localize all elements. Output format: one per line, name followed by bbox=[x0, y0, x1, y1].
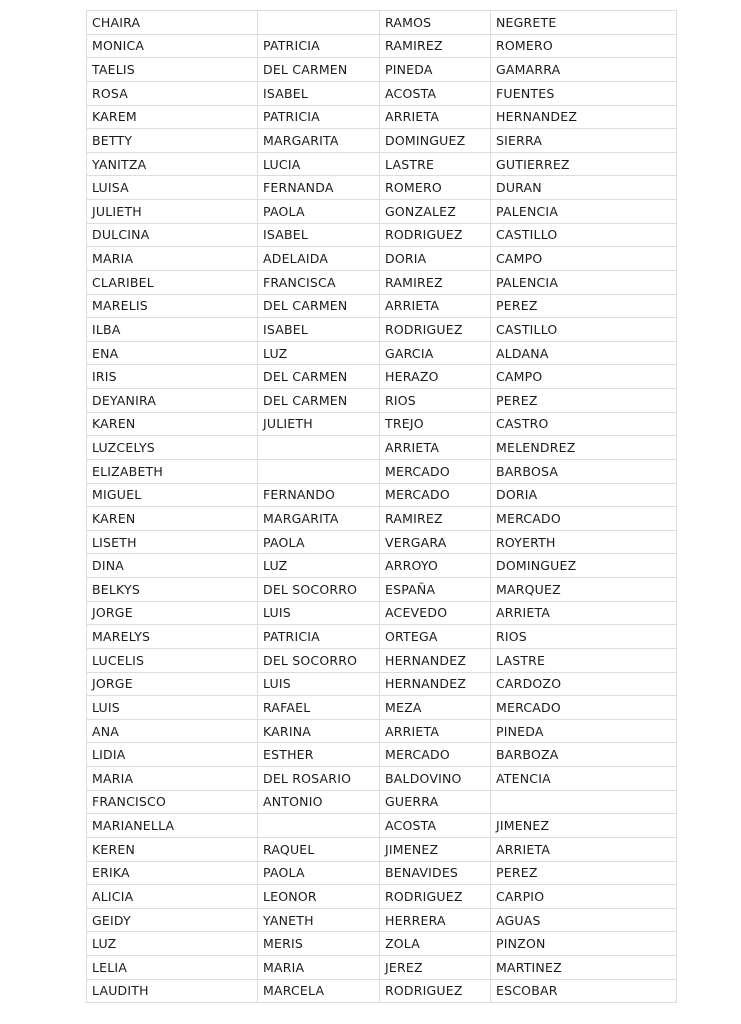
second-surname-cell: MARTINEZ bbox=[491, 956, 677, 980]
first-name-cell: ANA bbox=[87, 719, 258, 743]
middle-name-cell: DEL CARMEN bbox=[258, 58, 380, 82]
second-surname-cell: PINZON bbox=[491, 932, 677, 956]
first-surname-cell: MERCADO bbox=[380, 743, 491, 767]
first-surname-cell: BALDOVINO bbox=[380, 767, 491, 791]
second-surname-cell: DURAN bbox=[491, 176, 677, 200]
middle-name-cell: ESTHER bbox=[258, 743, 380, 767]
first-surname-cell: RAMIREZ bbox=[380, 507, 491, 531]
table-row bbox=[87, 152, 677, 176]
second-surname-cell: PEREZ bbox=[491, 389, 677, 413]
middle-name-cell: LEONOR bbox=[258, 885, 380, 909]
first-name-cell: MIGUEL bbox=[87, 483, 258, 507]
second-surname-cell: PINEDA bbox=[491, 719, 677, 743]
second-surname-cell: ESCOBAR bbox=[491, 979, 677, 1003]
first-surname-cell: ACEVEDO bbox=[380, 601, 491, 625]
middle-name-cell: FRANCISCA bbox=[258, 270, 380, 294]
middle-name-cell: DEL CARMEN bbox=[258, 365, 380, 389]
first-surname-cell: HERNANDEZ bbox=[380, 648, 491, 672]
table-row bbox=[87, 58, 677, 82]
middle-name-cell: DEL SOCORRO bbox=[258, 578, 380, 602]
table-row bbox=[87, 389, 677, 413]
table-row bbox=[87, 885, 677, 909]
second-surname-cell: DOMINGUEZ bbox=[491, 554, 677, 578]
middle-name-cell: LUIS bbox=[258, 672, 380, 696]
table-row bbox=[87, 200, 677, 224]
first-surname-cell: LASTRE bbox=[380, 152, 491, 176]
table-row bbox=[87, 129, 677, 153]
table-row bbox=[87, 908, 677, 932]
second-surname-cell: CASTILLO bbox=[491, 223, 677, 247]
table-row bbox=[87, 696, 677, 720]
first-name-cell: ERIKA bbox=[87, 861, 258, 885]
first-surname-cell: GUERRA bbox=[380, 790, 491, 814]
table-row bbox=[87, 318, 677, 342]
table-row bbox=[87, 105, 677, 129]
first-surname-cell: ARRIETA bbox=[380, 294, 491, 318]
first-name-cell: KEREN bbox=[87, 837, 258, 861]
first-name-cell: DULCINA bbox=[87, 223, 258, 247]
first-name-cell: KAREN bbox=[87, 507, 258, 531]
first-surname-cell: ARRIETA bbox=[380, 436, 491, 460]
first-surname-cell: RODRIGUEZ bbox=[380, 318, 491, 342]
second-surname-cell: CARPIO bbox=[491, 885, 677, 909]
table-row bbox=[87, 247, 677, 271]
middle-name-cell: MARIA bbox=[258, 956, 380, 980]
table-row bbox=[87, 790, 677, 814]
table-row bbox=[87, 814, 677, 838]
second-surname-cell: CAMPO bbox=[491, 247, 677, 271]
first-name-cell: MARIANELLA bbox=[87, 814, 258, 838]
first-name-cell: LUZ bbox=[87, 932, 258, 956]
middle-name-cell: FERNANDA bbox=[258, 176, 380, 200]
middle-name-cell: PATRICIA bbox=[258, 625, 380, 649]
second-surname-cell: MERCADO bbox=[491, 507, 677, 531]
middle-name-cell bbox=[258, 814, 380, 838]
middle-name-cell: ISABEL bbox=[258, 223, 380, 247]
first-name-cell: JORGE bbox=[87, 601, 258, 625]
table-row bbox=[87, 932, 677, 956]
second-surname-cell: MERCADO bbox=[491, 696, 677, 720]
middle-name-cell: LUIS bbox=[258, 601, 380, 625]
first-surname-cell: HERAZO bbox=[380, 365, 491, 389]
middle-name-cell: MERIS bbox=[258, 932, 380, 956]
table-row bbox=[87, 578, 677, 602]
first-surname-cell: GONZALEZ bbox=[380, 200, 491, 224]
first-name-cell: DINA bbox=[87, 554, 258, 578]
first-name-cell: JULIETH bbox=[87, 200, 258, 224]
first-name-cell: MONICA bbox=[87, 34, 258, 58]
table-row bbox=[87, 601, 677, 625]
first-surname-cell: RAMIREZ bbox=[380, 270, 491, 294]
first-surname-cell: JIMENEZ bbox=[380, 837, 491, 861]
second-surname-cell: MARQUEZ bbox=[491, 578, 677, 602]
first-name-cell: LUIS bbox=[87, 696, 258, 720]
middle-name-cell: PAOLA bbox=[258, 200, 380, 224]
middle-name-cell: YANETH bbox=[258, 908, 380, 932]
second-surname-cell: ATENCIA bbox=[491, 767, 677, 791]
middle-name-cell: PAOLA bbox=[258, 530, 380, 554]
first-name-cell: ENA bbox=[87, 341, 258, 365]
first-name-cell: YANITZA bbox=[87, 152, 258, 176]
middle-name-cell: JULIETH bbox=[258, 412, 380, 436]
table-row bbox=[87, 648, 677, 672]
first-name-cell: LISETH bbox=[87, 530, 258, 554]
middle-name-cell bbox=[258, 459, 380, 483]
second-surname-cell: AGUAS bbox=[491, 908, 677, 932]
first-surname-cell: ARRIETA bbox=[380, 105, 491, 129]
second-surname-cell: ALDANA bbox=[491, 341, 677, 365]
second-surname-cell: RIOS bbox=[491, 625, 677, 649]
second-surname-cell: ROYERTH bbox=[491, 530, 677, 554]
first-surname-cell: HERRERA bbox=[380, 908, 491, 932]
second-surname-cell: PEREZ bbox=[491, 294, 677, 318]
first-surname-cell: ROMERO bbox=[380, 176, 491, 200]
first-name-cell: BELKYS bbox=[87, 578, 258, 602]
first-surname-cell: ZOLA bbox=[380, 932, 491, 956]
first-surname-cell: RODRIGUEZ bbox=[380, 223, 491, 247]
table-row bbox=[87, 837, 677, 861]
table-row bbox=[87, 412, 677, 436]
first-name-cell: FRANCISCO bbox=[87, 790, 258, 814]
middle-name-cell: ANTONIO bbox=[258, 790, 380, 814]
first-surname-cell: RODRIGUEZ bbox=[380, 979, 491, 1003]
first-surname-cell: VERGARA bbox=[380, 530, 491, 554]
middle-name-cell: DEL CARMEN bbox=[258, 389, 380, 413]
middle-name-cell: LUCIA bbox=[258, 152, 380, 176]
first-name-cell: ELIZABETH bbox=[87, 459, 258, 483]
first-surname-cell: ACOSTA bbox=[380, 814, 491, 838]
middle-name-cell: DEL SOCORRO bbox=[258, 648, 380, 672]
first-surname-cell: JEREZ bbox=[380, 956, 491, 980]
first-name-cell: KAREM bbox=[87, 105, 258, 129]
first-name-cell: IRIS bbox=[87, 365, 258, 389]
first-name-cell: LUZCELYS bbox=[87, 436, 258, 460]
middle-name-cell: KARINA bbox=[258, 719, 380, 743]
first-surname-cell: RAMOS bbox=[380, 11, 491, 35]
table-row bbox=[87, 176, 677, 200]
first-name-cell: CLARIBEL bbox=[87, 270, 258, 294]
names-table-body bbox=[87, 11, 677, 1003]
table-row bbox=[87, 625, 677, 649]
first-name-cell: LIDIA bbox=[87, 743, 258, 767]
middle-name-cell: DEL CARMEN bbox=[258, 294, 380, 318]
second-surname-cell: CASTILLO bbox=[491, 318, 677, 342]
first-surname-cell: MEZA bbox=[380, 696, 491, 720]
second-surname-cell: DORIA bbox=[491, 483, 677, 507]
middle-name-cell bbox=[258, 436, 380, 460]
middle-name-cell: PATRICIA bbox=[258, 105, 380, 129]
first-surname-cell: ORTEGA bbox=[380, 625, 491, 649]
first-name-cell: TAELIS bbox=[87, 58, 258, 82]
middle-name-cell: ISABEL bbox=[258, 81, 380, 105]
table-row bbox=[87, 767, 677, 791]
first-name-cell: BETTY bbox=[87, 129, 258, 153]
table-row bbox=[87, 956, 677, 980]
names-table bbox=[86, 10, 677, 1003]
first-surname-cell: ACOSTA bbox=[380, 81, 491, 105]
second-surname-cell: HERNANDEZ bbox=[491, 105, 677, 129]
middle-name-cell: PATRICIA bbox=[258, 34, 380, 58]
first-name-cell: MARIA bbox=[87, 767, 258, 791]
middle-name-cell: ISABEL bbox=[258, 318, 380, 342]
second-surname-cell: BARBOZA bbox=[491, 743, 677, 767]
second-surname-cell: CARDOZO bbox=[491, 672, 677, 696]
table-row bbox=[87, 81, 677, 105]
second-surname-cell: CASTRO bbox=[491, 412, 677, 436]
table-row bbox=[87, 554, 677, 578]
first-surname-cell: GARCIA bbox=[380, 341, 491, 365]
second-surname-cell: PEREZ bbox=[491, 861, 677, 885]
first-name-cell: GEIDY bbox=[87, 908, 258, 932]
second-surname-cell: NEGRETE bbox=[491, 11, 677, 35]
first-surname-cell: MERCADO bbox=[380, 483, 491, 507]
first-surname-cell: RIOS bbox=[380, 389, 491, 413]
first-name-cell: MARELIS bbox=[87, 294, 258, 318]
first-name-cell: ILBA bbox=[87, 318, 258, 342]
middle-name-cell: MARGARITA bbox=[258, 507, 380, 531]
first-name-cell: ALICIA bbox=[87, 885, 258, 909]
table-row bbox=[87, 459, 677, 483]
table-row bbox=[87, 483, 677, 507]
table-row bbox=[87, 270, 677, 294]
second-surname-cell: PALENCIA bbox=[491, 200, 677, 224]
middle-name-cell: FERNANDO bbox=[258, 483, 380, 507]
table-row bbox=[87, 719, 677, 743]
first-name-cell: ROSA bbox=[87, 81, 258, 105]
table-row bbox=[87, 979, 677, 1003]
first-name-cell: MARIA bbox=[87, 247, 258, 271]
first-surname-cell: MERCADO bbox=[380, 459, 491, 483]
middle-name-cell: RAFAEL bbox=[258, 696, 380, 720]
table-row bbox=[87, 294, 677, 318]
first-surname-cell: DORIA bbox=[380, 247, 491, 271]
first-name-cell: LELIA bbox=[87, 956, 258, 980]
second-surname-cell: SIERRA bbox=[491, 129, 677, 153]
table-row bbox=[87, 34, 677, 58]
first-surname-cell: BENAVIDES bbox=[380, 861, 491, 885]
second-surname-cell: GUTIERREZ bbox=[491, 152, 677, 176]
first-surname-cell: ESPAÑA bbox=[380, 578, 491, 602]
middle-name-cell: LUZ bbox=[258, 341, 380, 365]
table-row bbox=[87, 507, 677, 531]
second-surname-cell: BARBOSA bbox=[491, 459, 677, 483]
first-surname-cell: TREJO bbox=[380, 412, 491, 436]
first-name-cell: LAUDITH bbox=[87, 979, 258, 1003]
first-surname-cell: RAMIREZ bbox=[380, 34, 491, 58]
first-surname-cell: ARRIETA bbox=[380, 719, 491, 743]
second-surname-cell: LASTRE bbox=[491, 648, 677, 672]
table-row bbox=[87, 223, 677, 247]
first-surname-cell: HERNANDEZ bbox=[380, 672, 491, 696]
first-surname-cell: RODRIGUEZ bbox=[380, 885, 491, 909]
first-name-cell: CHAIRA bbox=[87, 11, 258, 35]
middle-name-cell bbox=[258, 11, 380, 35]
first-name-cell: LUISA bbox=[87, 176, 258, 200]
first-surname-cell: DOMINGUEZ bbox=[380, 129, 491, 153]
second-surname-cell: JIMENEZ bbox=[491, 814, 677, 838]
second-surname-cell: GAMARRA bbox=[491, 58, 677, 82]
first-name-cell: LUCELIS bbox=[87, 648, 258, 672]
middle-name-cell: PAOLA bbox=[258, 861, 380, 885]
table-row bbox=[87, 341, 677, 365]
second-surname-cell: ARRIETA bbox=[491, 837, 677, 861]
second-surname-cell: ARRIETA bbox=[491, 601, 677, 625]
first-name-cell: KAREN bbox=[87, 412, 258, 436]
table-row bbox=[87, 436, 677, 460]
middle-name-cell: MARGARITA bbox=[258, 129, 380, 153]
middle-name-cell: RAQUEL bbox=[258, 837, 380, 861]
table-row bbox=[87, 743, 677, 767]
table-row bbox=[87, 11, 677, 35]
table-row bbox=[87, 530, 677, 554]
names-sheet bbox=[86, 10, 676, 1003]
middle-name-cell: LUZ bbox=[258, 554, 380, 578]
middle-name-cell: DEL ROSARIO bbox=[258, 767, 380, 791]
first-surname-cell: ARROYO bbox=[380, 554, 491, 578]
first-name-cell: MARELYS bbox=[87, 625, 258, 649]
table-row bbox=[87, 672, 677, 696]
second-surname-cell: CAMPO bbox=[491, 365, 677, 389]
second-surname-cell: ROMERO bbox=[491, 34, 677, 58]
table-row bbox=[87, 365, 677, 389]
second-surname-cell: MELENDREZ bbox=[491, 436, 677, 460]
table-row bbox=[87, 861, 677, 885]
first-name-cell: JORGE bbox=[87, 672, 258, 696]
first-surname-cell: PINEDA bbox=[380, 58, 491, 82]
middle-name-cell: ADELAIDA bbox=[258, 247, 380, 271]
first-name-cell: DEYANIRA bbox=[87, 389, 258, 413]
second-surname-cell: FUENTES bbox=[491, 81, 677, 105]
second-surname-cell: PALENCIA bbox=[491, 270, 677, 294]
middle-name-cell: MARCELA bbox=[258, 979, 380, 1003]
second-surname-cell bbox=[491, 790, 677, 814]
